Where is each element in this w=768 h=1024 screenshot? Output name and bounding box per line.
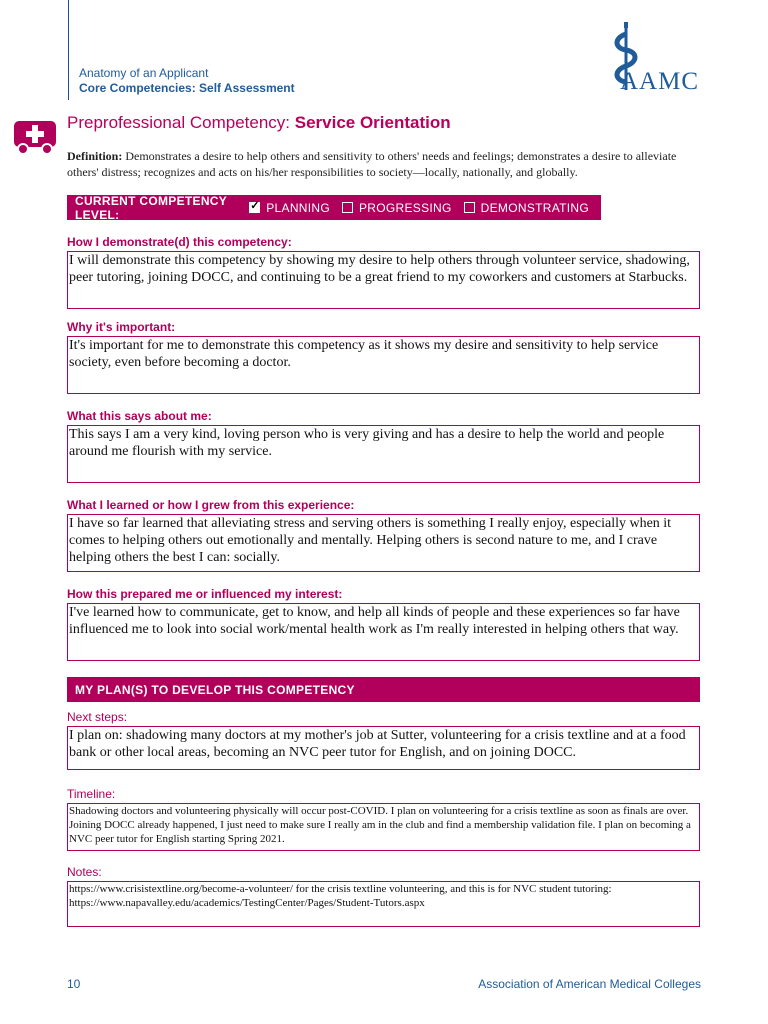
footer-organization: Association of American Medical Colleges xyxy=(478,977,701,991)
question-label-important: Why it's important: xyxy=(67,320,176,334)
checkbox-icon[interactable] xyxy=(342,202,353,213)
level-option-planning[interactable]: ✓ PLANNING xyxy=(249,201,330,215)
question-label-learned: What I learned or how I grew from this experience: xyxy=(67,498,355,512)
answer-field-important[interactable]: It's important for me to demonstrate this competency as it shows my desire and sensitivity to help service society, even before becoming a doctor. xyxy=(67,336,700,394)
header-section-title: Core Competencies: Self Assessment xyxy=(79,81,295,95)
definition-text: Definition: Demonstrates a desire to help others and sensitivity to others' needs and feelings; demonstrates a desire to alleviate others' distress; recognizes and acts on his/her responsibilities to society—locally, nationally, and globally. xyxy=(67,149,677,179)
aamc-logo-text: AAMC xyxy=(620,68,700,95)
checkbox-checked-icon[interactable] xyxy=(249,202,260,213)
answer-field-says[interactable]: This says I am a very kind, loving person who is very giving and has a desire to help the world and people around me flourish with my service. xyxy=(67,425,700,483)
checkbox-icon[interactable] xyxy=(464,202,475,213)
next-steps-field[interactable]: I plan on: shadowing many doctors at my mother's job at Sutter, volunteering for a crisis textline and at a food bank or other local areas, becoming an NVC peer tutor for English, and on joining DOCC. xyxy=(67,726,700,770)
next-steps-label: Next steps: xyxy=(67,710,128,724)
ambulance-icon xyxy=(12,115,58,157)
question-label-demonstrate: How I demonstrate(d) this competency: xyxy=(67,235,292,249)
header-subtitle: Anatomy of an Applicant xyxy=(79,66,209,80)
answer-field-demonstrate[interactable]: I will demonstrate this competency by showing my desire to help others through volunteer service, shadowing, peer tutoring, joining DOCC, and continuing to be a great friend to my coworkers and customers at Starbucks. xyxy=(67,251,700,309)
competency-level-label: CURRENT COMPETENCY LEVEL: xyxy=(75,193,227,222)
answer-field-learned[interactable]: I have so far learned that alleviating stress and serving others is something I really enjoy, especially when it comes to helping others out emotionally and mentally. Helping others is second nature to me, and I crave helping others the best I can: socially. xyxy=(67,514,700,572)
notes-label: Notes: xyxy=(67,865,102,879)
timeline-label: Timeline: xyxy=(67,787,116,801)
page-number: 10 xyxy=(67,977,81,991)
plan-heading-bar: MY PLAN(S) TO DEVELOP THIS COMPETENCY xyxy=(67,677,700,702)
answer-field-prepared[interactable]: I've learned how to communicate, get to know, and help all kinds of people and these experiences so far have influenced me to look into social work/mental health work as I'm really interested in helping others that way. xyxy=(67,603,700,661)
timeline-field[interactable]: Shadowing doctors and volunteering physically will occur post-COVID. I plan on volunteering for a crisis textline as soon as finals are over. Joining DOCC already happened, I just need to make sure I really am in the club and find a membership validation file. I plan on becoming a NVC peer tutor for English starting Spring 2021. xyxy=(67,803,700,851)
question-label-says: What this says about me: xyxy=(67,409,212,423)
header-divider xyxy=(68,0,69,100)
page-title: Preprofessional Competency: Service Orientation xyxy=(67,113,451,132)
question-label-prepared: How this prepared me or influenced my interest: xyxy=(67,587,343,601)
notes-field[interactable]: https://www.crisistextline.org/become-a-volunteer/ for the crisis textline volunteering, and this is for NVC student tutoring: https://www.napavalley.edu/academics/TestingCenter/Pages/Student-Tutors.aspx xyxy=(67,881,700,927)
competency-level-bar xyxy=(67,195,601,220)
level-option-demonstrating[interactable]: DEMONSTRATING xyxy=(464,201,589,215)
level-option-progressing[interactable]: PROGRESSING xyxy=(342,201,452,215)
